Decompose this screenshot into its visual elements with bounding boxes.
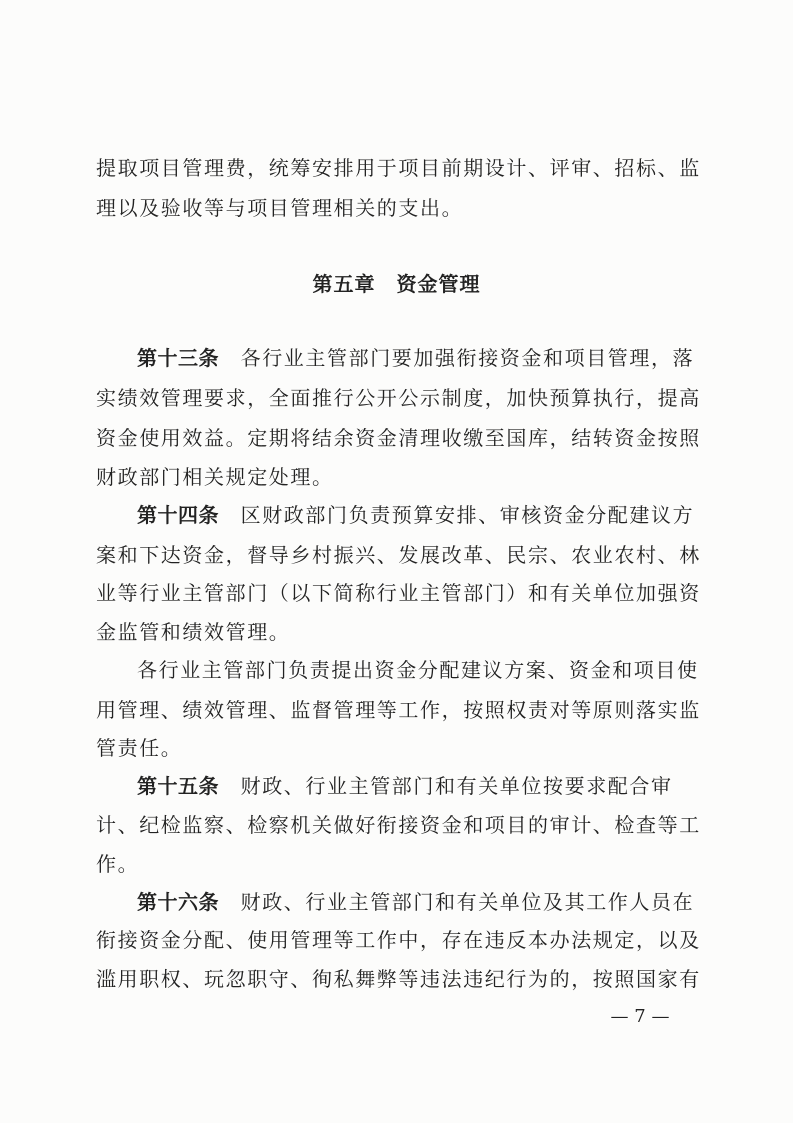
- article-16-first-line: [137, 888, 697, 916]
- body-line: 管责任。: [96, 736, 183, 760]
- page-number: — 7 —: [610, 1006, 670, 1027]
- body-line: 金监管和绩效管理。: [96, 620, 291, 644]
- body-line: 资金使用效益。定期将结余资金清理收缴至国库，结转资金按照: [96, 426, 701, 450]
- article-15-label: 第十五条: [137, 774, 219, 798]
- body-line: 业等行业主管部门（以下简称行业主管部门）和有关单位加强资: [96, 581, 701, 605]
- body-line: 用管理、绩效管理、监督管理等工作，按照权责对等原则落实监: [96, 698, 701, 722]
- article-16-text: 财政、行业主管部门和有关单位及其工作人员在: [219, 890, 695, 914]
- body-line: 计、纪检监察、检察机关做好衔接资金和项目的审计、检查等工: [96, 813, 701, 837]
- article-14-text: 区财政部门负责预算安排、审核资金分配建议方: [219, 503, 695, 527]
- body-line: 实绩效管理要求，全面推行公开公示制度，加快预算执行，提高: [96, 386, 701, 410]
- article-14-label: 第十四条: [137, 503, 219, 527]
- article-13-text: 各行业主管部门要加强衔接资金和项目管理，落: [219, 346, 695, 370]
- article-16-label: 第十六条: [137, 890, 219, 914]
- article-13-label: 第十三条: [137, 346, 219, 370]
- article-15-first-line: [137, 772, 697, 800]
- body-line: 衔接资金分配、使用管理等工作中，存在违反本办法规定，以及: [96, 928, 701, 952]
- article-14-first-line: [137, 501, 697, 529]
- chapter-title: 第五章 资金管理: [312, 272, 481, 296]
- article-13-first-line: [137, 344, 697, 372]
- body-line: 提取项目管理费，统筹安排用于项目前期设计、评审、招标、监: [96, 156, 701, 180]
- body-line: 滥用职权、玩忽职守、徇私舞弊等违法违纪行为的，按照国家有: [96, 967, 701, 991]
- paragraph-first-line: 各行业主管部门负责提出资金分配建议方案、资金和项目使: [137, 658, 699, 682]
- body-line: 案和下达资金，督导乡村振兴、发展改革、民宗、农业农村、林: [96, 543, 701, 567]
- body-line: 理以及验收等与项目管理相关的支出。: [96, 196, 464, 220]
- article-15-text: 财政、行业主管部门和有关单位按要求配合审: [219, 774, 673, 798]
- body-line: 作。: [96, 852, 140, 876]
- body-line: 财政部门相关规定处理。: [96, 465, 334, 489]
